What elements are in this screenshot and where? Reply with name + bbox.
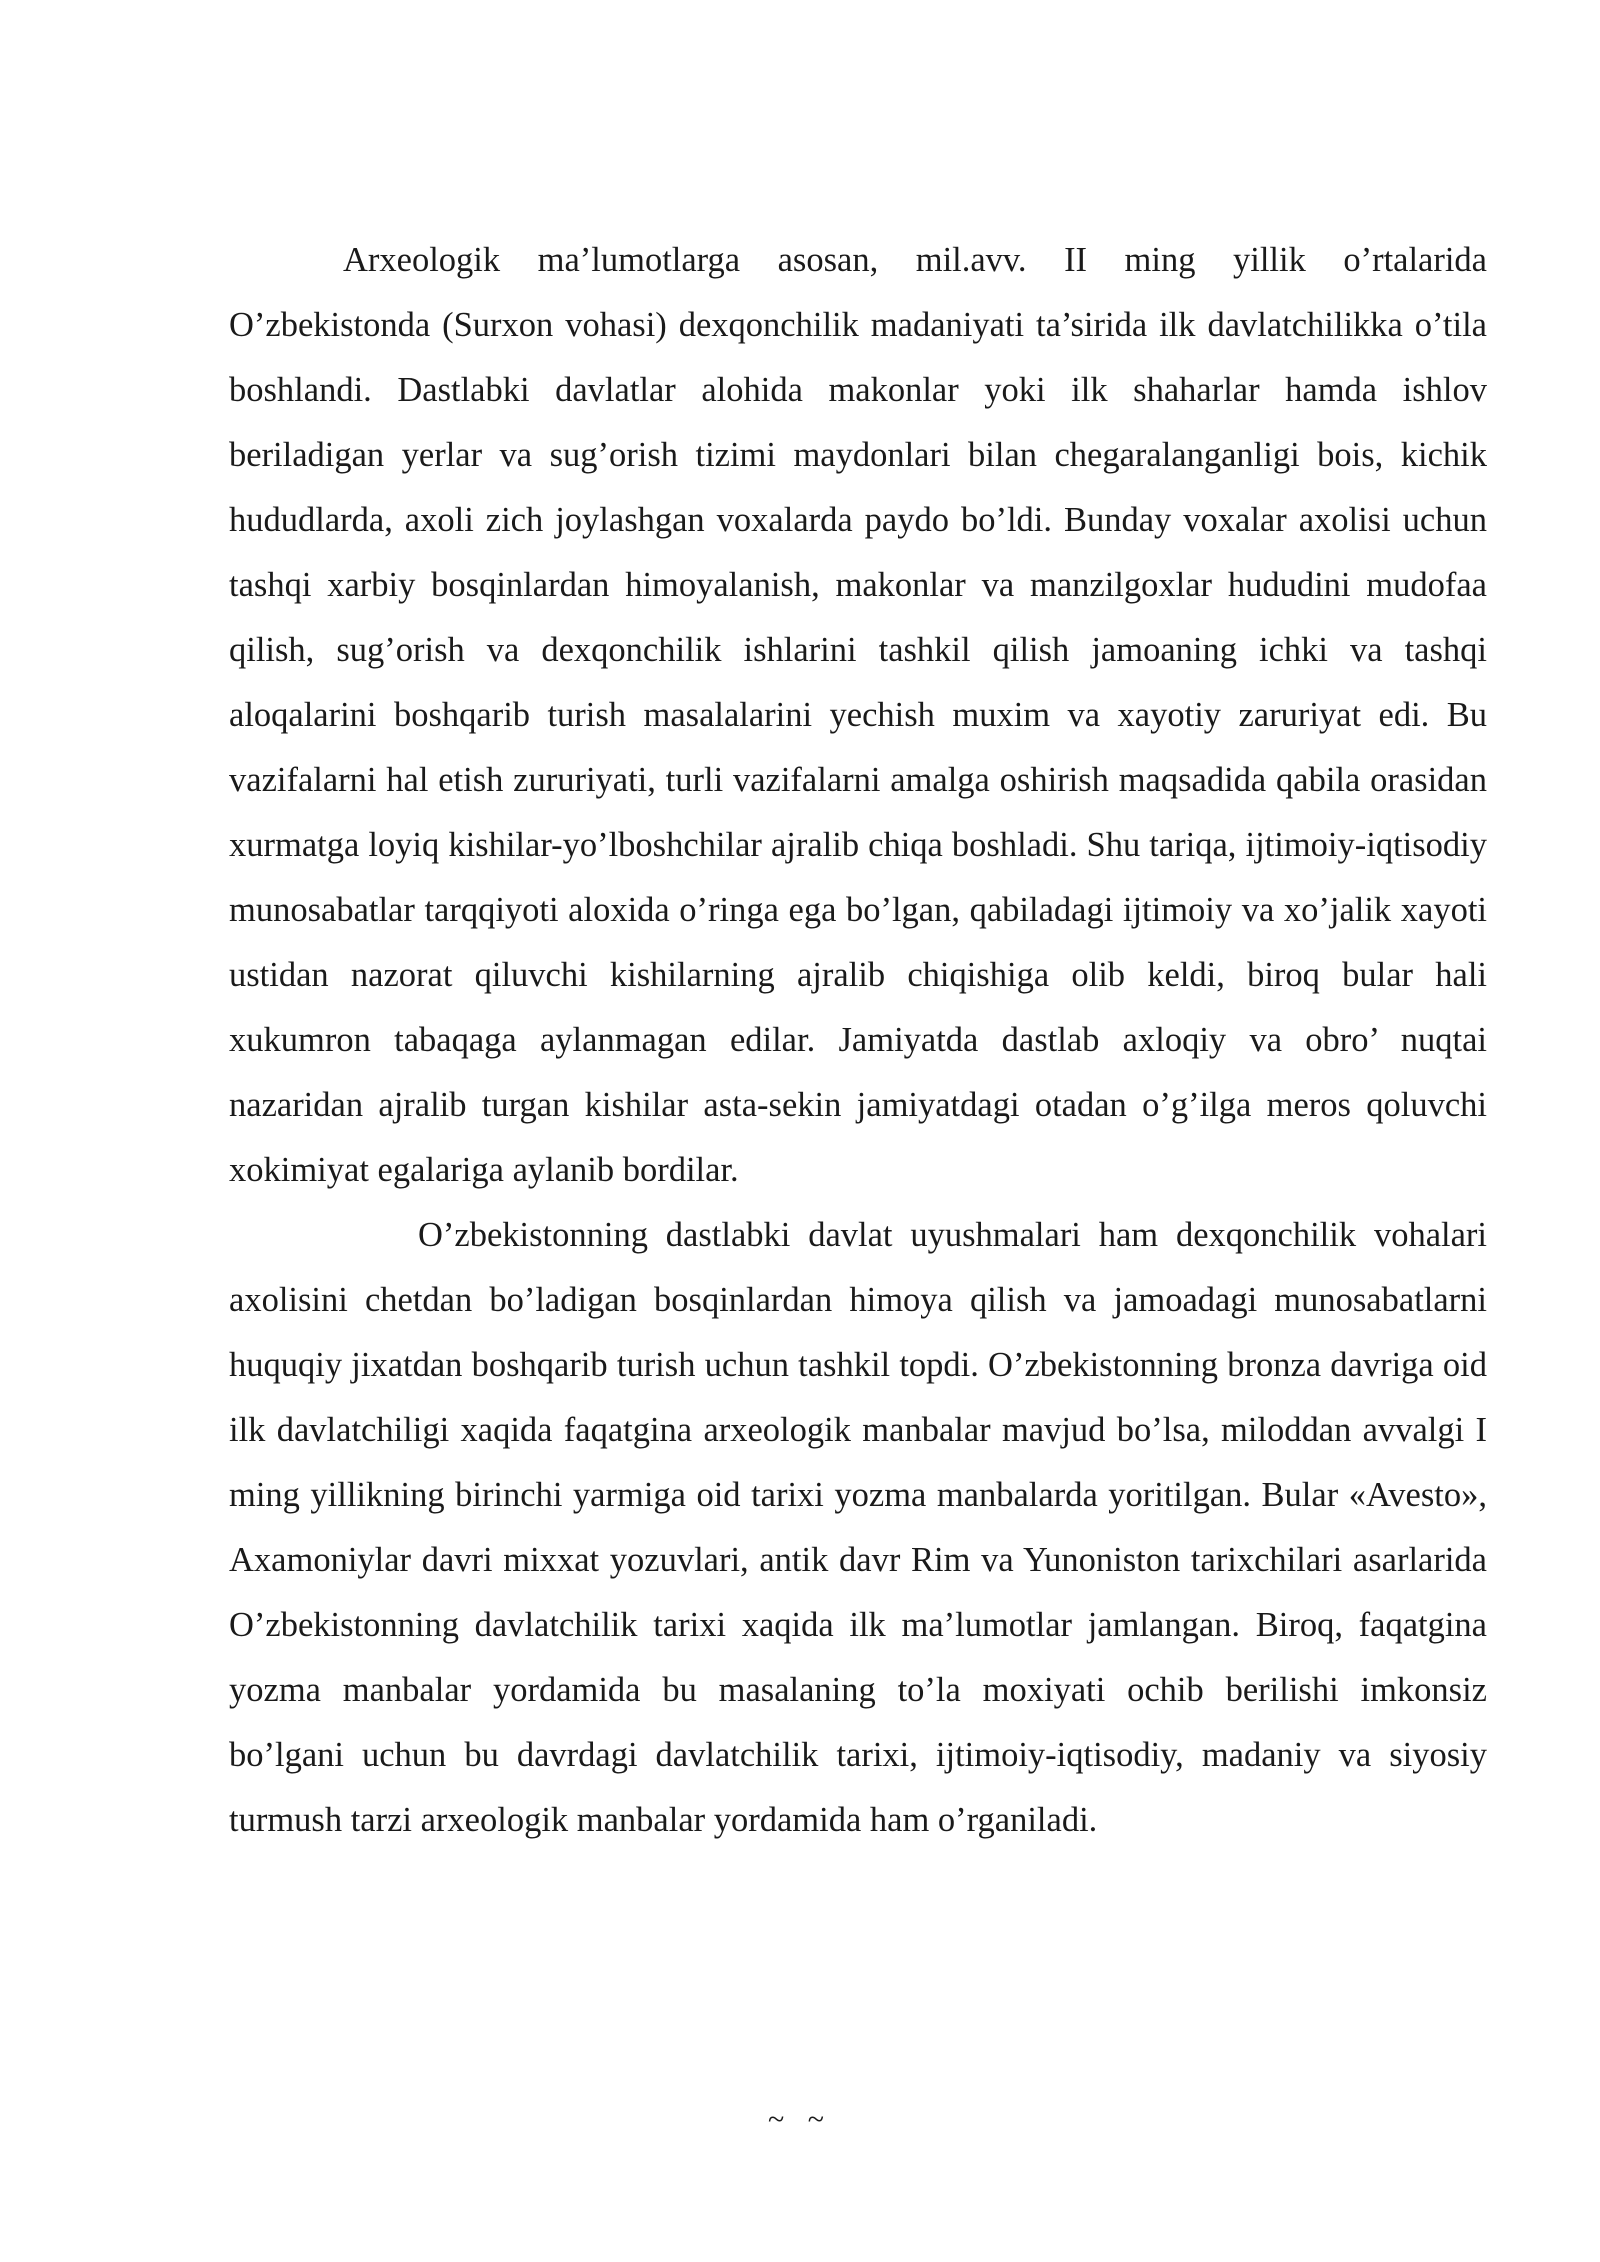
paragraph-1: Arxeologik ma’lumotlarga asosan, mil.avv. II ming yillik o’rtalarida O’zbekistonda (Surxon vohasi) dexqonchilik madaniyati ta’sirida ilk davlatchilikka o’tila boshlandi. Dastlabki davlatlar alohida makonlar yoki ilk shaharlar hamda ishlov beriladigan yerlar va sug’orish tizimi maydonlari bilan chegaralanganligi bois, kichik hududlarda, axoli zich joylashgan voxalarda paydo bo’ldi. Bunday voxalar axolisi uchun tashqi xarbiy bosqinlardan himoyalanish, makonlar va manzilgoxlar hududini mudofaa qilish, sug’orish va dexqonchilik ishlarini tashkil qilish jamoaning ichki va tashqi aloqalarini boshqarib turish masalalarini yechish muxim va xayotiy zaruriyat edi. Bu vazifalarni hal etish zururiyati, turli vazifalarni amalga oshirish maqsadida qabila orasidan xurmatga loyiq kishilar-yo’lboshchilar ajralib chiqa boshladi. Shu tariqa, ijtimoiy-iqtisodiy munosabatlar tarqqiyoti aloxida o’ringa ega bo’lgan, qabiladagi ijtimoiy va xo’jalik xayoti ustidan nazorat qiluvchi kishilarning ajralib chiqishiga olib keldi, biroq bular hali xukumron tabaqaga aylanmagan edilar. Jamiyatda dastlab axloqiy va obro’ nuqtai nazaridan ajralib turgan kishilar asta-sekin jamiyatdagi otadan o’g’ilga meros qoluvchi xokimiyat egalariga aylanib bordilar. xyxy=(229,241,1487,1189)
body-text xyxy=(229,228,1487,1853)
page-footer: ~ ~ xyxy=(768,2103,832,2136)
paragraph-2: O’zbekistonning dastlabki davlat uyushmalari ham dexqonchilik vohalari axolisini chetdan bo’ladigan bosqinlardan himoya qilish va jamoadagi munosabatlarni huquqiy jixatdan boshqarib turish uchun tashkil topdi. O’zbekistonning bronza davriga oid ilk davlatchiligi xaqida faqatgina arxeologik manbalar mavjud bo’lsa, miloddan avvalgi I ming yillikning birinchi yarmiga oid tarixi yozma manbalarda yoritilgan. Bular «Avesto», Axamoniylar davri mixxat yozuvlari, antik davr Rim va Yunoniston tarixchilari asarlarida O’zbekistonning davlatchilik tarixi xaqida ilk ma’lumotlar jamlangan. Biroq, faqatgina yozma manbalar yordamida bu masalaning to’la moxiyati ochib berilishi imkonsiz bo’lgani uchun bu davrdagi davlatchilik tarixi, ijtimoiy-iqtisodiy, madaniy va siyosiy turmush tarzi arxeologik manbalar yordamida ham o’rganiladi. xyxy=(229,1216,1487,1839)
